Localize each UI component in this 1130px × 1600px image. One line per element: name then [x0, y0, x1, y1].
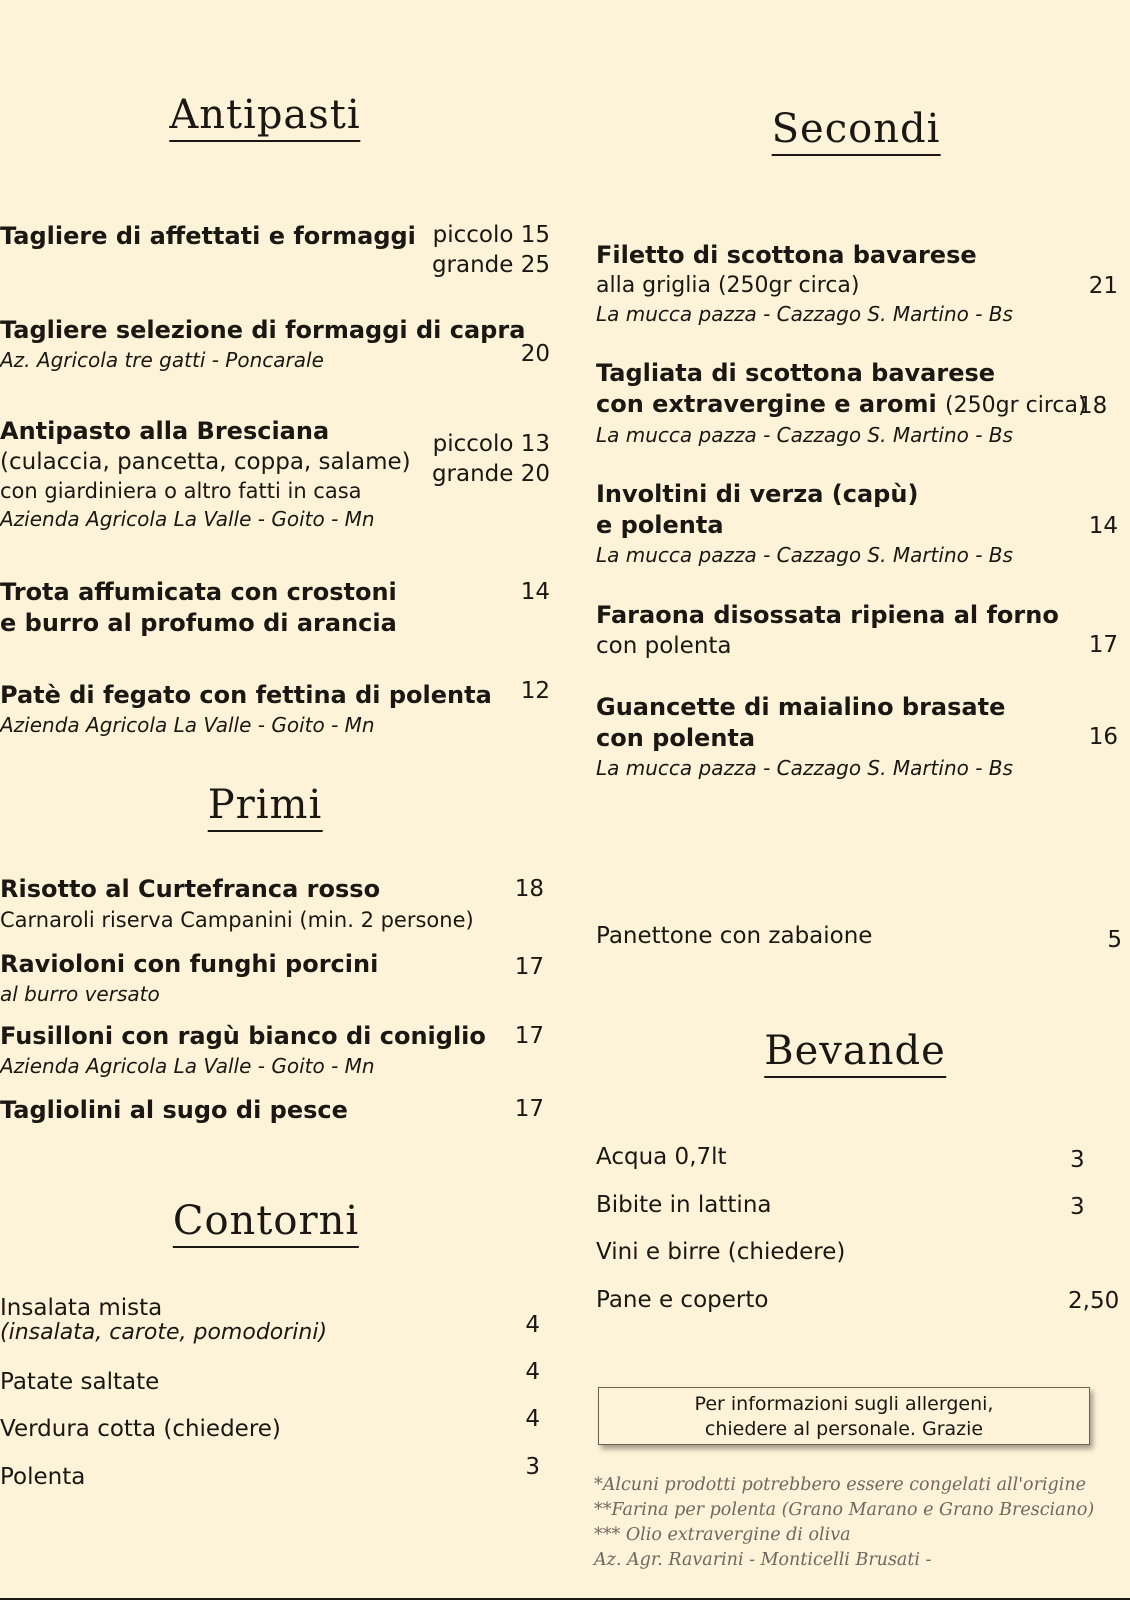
item-desc: alla griglia (250gr circa): [596, 273, 860, 298]
item-price-small: piccolo 15: [432, 222, 550, 248]
item-name: Tagliata di scottona bavarese: [596, 359, 996, 387]
item-price: 17: [514, 1023, 544, 1049]
item-name: [596, 389, 1087, 421]
item-desc: Carnaroli riserva Campanini (min. 2 persone): [0, 908, 474, 932]
menu-item: Verdura cotta (chiedere): [0, 1416, 281, 1442]
menu-item: [0, 1095, 348, 1126]
item-price: 4: [525, 1406, 540, 1432]
menu-item: [596, 358, 1087, 449]
item-name: Guancette di maialino brasate: [596, 693, 1006, 721]
item-name: Involtini di verza (capù): [596, 480, 919, 508]
item-price: 21: [1088, 273, 1118, 299]
menu-item: [0, 949, 378, 1008]
item-price-large: grande 20: [431, 461, 550, 487]
item-price: 16: [1088, 724, 1118, 750]
allergen-notice: [598, 1387, 1090, 1445]
item-price: 4: [525, 1359, 540, 1385]
item-source: La mucca pazza - Cazzago S. Martino - Bs: [596, 423, 1013, 447]
menu-item: Patate saltate: [0, 1369, 160, 1395]
antipasti-heading: Antipasti: [169, 92, 360, 142]
footnote: Az. Agr. Ravarini - Monticelli Brusati -: [594, 1550, 932, 1570]
primi-heading: Primi: [208, 782, 323, 832]
item-name: Patè di fegato con fettina di polenta: [0, 681, 492, 709]
menu-item: [596, 479, 1013, 569]
notice-line: chiedere al personale. Grazie: [704, 1418, 984, 1440]
item-price: 18: [514, 876, 544, 902]
menu-item: [0, 577, 397, 639]
contorni-heading: Contorni: [173, 1198, 359, 1248]
item-name: Tagliolini al sugo di pesce: [0, 1096, 348, 1124]
menu-item: [0, 315, 525, 374]
item-price: 14: [520, 579, 550, 605]
item-price: 12: [520, 678, 550, 704]
menu-item: [0, 874, 474, 935]
item-name: Antipasto alla Bresciana: [0, 417, 330, 445]
menu-item: [0, 1296, 327, 1346]
item-desc: al burro versato: [0, 982, 160, 1006]
menu-item: Panettone con zabaione: [596, 923, 873, 949]
menu-item: [596, 240, 1013, 328]
item-name: e burro al profumo di arancia: [0, 609, 397, 637]
footnote: *** Olio extravergine di oliva: [594, 1525, 851, 1545]
item-price: 18: [1078, 393, 1108, 419]
item-price: 17: [1088, 632, 1118, 658]
item-source: Azienda Agricola La Valle - Goito - Mn: [0, 1054, 375, 1078]
item-desc: con giardiniera o altro fatti in casa: [0, 479, 362, 503]
item-name: Risotto al Curtefranca rosso: [0, 875, 381, 903]
item-name: Trota affumicata con crostoni: [0, 578, 397, 606]
item-source: Azienda Agricola La Valle - Goito - Mn: [0, 507, 375, 531]
item-price-small: piccolo 13: [432, 431, 550, 457]
footnotes: [594, 1473, 1114, 1573]
item-source: La mucca pazza - Cazzago S. Martino - Bs: [596, 302, 1013, 326]
item-price-large: grande 25: [431, 252, 550, 278]
menu-item: Vini e birre (chiedere): [596, 1239, 846, 1265]
item-price: 17: [514, 954, 544, 980]
notice-line: Per informazioni sugli allergeni,: [694, 1393, 994, 1415]
menu-item: Acqua 0,7lt: [596, 1144, 727, 1170]
menu-item: Pane e coperto: [596, 1287, 769, 1313]
item-price: 5: [1107, 927, 1122, 953]
item-name: Ravioloni con funghi porcini: [0, 950, 379, 978]
item-source: Azienda Agricola La Valle - Goito - Mn: [0, 713, 375, 737]
item-name: Filetto di scottona bavarese: [596, 241, 977, 269]
item-name-suffix: (250gr circa): [945, 393, 1087, 418]
bevande-heading: Bevande: [764, 1028, 946, 1078]
item-name: Fusilloni con ragù bianco di coniglio: [0, 1022, 486, 1050]
item-name: Tagliere selezione di formaggi di capra: [0, 316, 526, 344]
item-desc: con polenta: [596, 633, 732, 659]
item-price: 14: [1088, 513, 1118, 539]
item-desc: (insalata, carote, pomodorini): [0, 1320, 328, 1345]
item-price: 2,50: [1068, 1288, 1120, 1314]
menu-item: Polenta: [0, 1464, 86, 1490]
footnote: **Farina per polenta (Grano Marano e Grano Bresciano): [594, 1500, 1095, 1520]
menu-item: [0, 221, 416, 252]
item-desc: (culaccia, pancetta, coppa, salame): [0, 449, 411, 475]
menu-item: [0, 1021, 486, 1080]
item-source: La mucca pazza - Cazzago S. Martino - Bs: [596, 543, 1013, 567]
secondi-heading: Secondi: [772, 106, 941, 156]
item-price: 20: [520, 341, 550, 367]
item-source: Az. Agricola tre gatti - Poncarale: [0, 348, 324, 372]
menu-item: [596, 692, 1013, 782]
item-price: 3: [525, 1454, 540, 1480]
item-price: 3: [1070, 1147, 1085, 1173]
item-source: La mucca pazza - Cazzago S. Martino - Bs: [596, 756, 1013, 780]
item-name-main: con extravergine e aromi: [596, 390, 937, 418]
menu-item: Bibite in lattina: [596, 1192, 772, 1218]
item-name: Insalata mista: [0, 1295, 163, 1321]
item-price: 17: [514, 1096, 544, 1122]
menu-item: [596, 600, 1059, 661]
item-name: con polenta: [596, 724, 756, 752]
item-name: e polenta: [596, 511, 724, 539]
item-name: Faraona disossata ripiena al forno: [596, 601, 1059, 629]
item-price: 3: [1070, 1194, 1085, 1220]
footnote: *Alcuni prodotti potrebbero essere congelati all'origine: [594, 1475, 1086, 1495]
item-price: 4: [525, 1312, 540, 1338]
menu-item: [0, 680, 492, 739]
menu-item: [0, 416, 411, 533]
item-name: Tagliere di affettati e formaggi: [0, 222, 416, 250]
